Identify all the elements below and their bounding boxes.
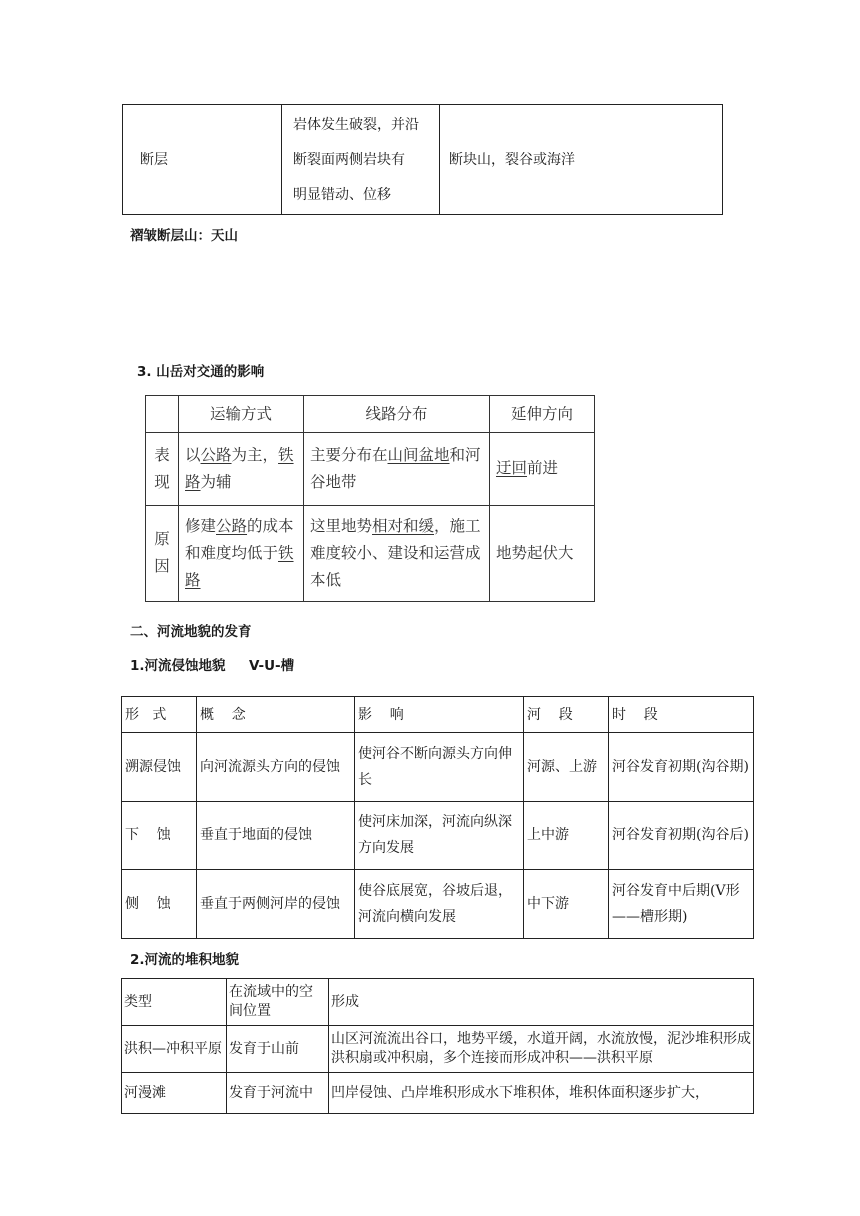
text-line: 断裂面两侧岩块有 — [293, 151, 405, 168]
fault-landform-cell: 断块山，裂谷或海洋 — [440, 105, 723, 215]
table-row — [122, 1026, 754, 1073]
row-label-char: 原 — [154, 530, 170, 549]
header-cell: 影 响 — [355, 697, 524, 733]
table-cell: 上中游 — [524, 801, 609, 870]
table-cell: 发育于河流中 — [227, 1073, 329, 1114]
header-cell: 类型 — [122, 979, 227, 1026]
row-label-char: 表 — [154, 445, 170, 464]
table-cell: 山区河流流出谷口，地势平缓，水道开阔，水流放慢，泥沙堆积形成洪积扇或冲积扇，多个连接而形成冲积——洪积平原 — [329, 1026, 754, 1073]
text-span: 修建 — [185, 516, 217, 535]
text-span: 为辅 — [200, 472, 232, 491]
text-span: 铁路 — [185, 445, 294, 491]
fault-description-cell — [282, 105, 440, 215]
text-span: ，施工难度较小、建设和运营成本低 — [310, 516, 481, 589]
text-span: 主要分布在 — [310, 445, 388, 464]
direction-cell: 地势起伏大 — [490, 505, 595, 601]
table-row — [122, 870, 754, 939]
table-row — [122, 1073, 754, 1114]
text-span: 前进 — [527, 459, 559, 478]
direction-cell — [490, 433, 595, 505]
table-cell: 河谷发育中后期(V形——槽形期) — [609, 870, 754, 939]
table-row — [146, 505, 595, 601]
text-line: 岩体发生破裂，并沿 — [293, 116, 419, 133]
header-cell: 河 段 — [524, 697, 609, 733]
table-cell: 发育于山前 — [227, 1026, 329, 1073]
table-row — [123, 105, 723, 215]
table-row — [122, 733, 754, 802]
route-cell — [304, 505, 490, 601]
erosion-table — [121, 696, 754, 939]
table-cell: 河源、上游 — [524, 733, 609, 802]
table-cell: 河谷发育初期(沟谷期) — [609, 733, 754, 802]
table-cell: 中下游 — [524, 870, 609, 939]
header-cell: 延伸方向 — [490, 396, 595, 433]
text-span: 为主， — [231, 445, 279, 464]
table-cell: 向河流源头方向的侵蚀 — [197, 733, 355, 802]
table-cell: 垂直于地面的侵蚀 — [197, 801, 355, 870]
table-cell: 下 蚀 — [122, 801, 197, 870]
header-cell-empty — [146, 396, 179, 433]
section-3-title: 3. 山岳对交通的影响 — [137, 364, 265, 380]
table-cell: 凹岸侵蚀、凸岸堆积形成水下堆积体，堆积体面积逐步扩大， — [329, 1073, 754, 1114]
fault-table — [122, 104, 723, 215]
text-span: 山间盆地 — [387, 445, 450, 464]
mode-cell — [179, 433, 304, 505]
text-span: 相对和缓 — [372, 516, 435, 535]
deposition-table — [121, 978, 754, 1114]
text-span: 迂回 — [496, 459, 528, 478]
text-span: 以 — [185, 445, 201, 464]
text-span: 和河谷地带 — [310, 445, 481, 491]
table-header-row — [122, 697, 754, 733]
header-cell: 线路分布 — [304, 396, 490, 433]
row-label-char: 现 — [154, 472, 170, 491]
table-header-row — [146, 396, 595, 433]
transport-table — [145, 395, 595, 602]
table-cell: 河谷发育初期(沟谷后) — [609, 801, 754, 870]
text-line: 明显错动、位移 — [293, 186, 391, 203]
header-cell: 时 段 — [609, 697, 754, 733]
header-cell: 形成 — [329, 979, 754, 1026]
subsection-2-title: 2.河流的堆积地貌 — [130, 952, 240, 968]
table-row — [146, 433, 595, 505]
table-cell: 使河床加深，河流向纵深方向发展 — [355, 801, 524, 870]
row-label-cell — [146, 433, 179, 505]
table-cell: 使河谷不断向源头方向伸长 — [355, 733, 524, 802]
text-span: 铁路 — [185, 543, 294, 589]
text-span: 这里地势 — [310, 516, 373, 535]
text-span: 的成本和难度均低于 — [185, 516, 294, 562]
subsection-1-title: 1.河流侵蚀地貌 V-U-槽 — [130, 658, 295, 674]
header-cell: 形 式 — [122, 697, 197, 733]
header-cell: 运输方式 — [179, 396, 304, 433]
row-label-cell — [146, 505, 179, 601]
table-cell: 垂直于两侧河岸的侵蚀 — [197, 870, 355, 939]
mode-cell — [179, 505, 304, 601]
table-cell: 洪积—冲积平原 — [122, 1026, 227, 1073]
row-label-char: 因 — [154, 557, 170, 576]
section-2-title: 二、河流地貌的发育 — [130, 624, 252, 640]
table-cell: 溯源侵蚀 — [122, 733, 197, 802]
table-header-row — [122, 979, 754, 1026]
text-span: 公路 — [216, 516, 248, 535]
table-cell: 侧 蚀 — [122, 870, 197, 939]
table-cell: 使谷底展宽，谷坡后退，河流向横向发展 — [355, 870, 524, 939]
note-fold-fault: 褶皱断层山：天山 — [130, 228, 238, 244]
header-cell: 在流域中的空间位置 — [227, 979, 329, 1026]
fault-name-cell: 断层 — [123, 105, 282, 215]
header-cell: 概 念 — [197, 697, 355, 733]
table-cell: 河漫滩 — [122, 1073, 227, 1114]
table-row — [122, 801, 754, 870]
text-span: 公路 — [200, 445, 232, 464]
route-cell — [304, 433, 490, 505]
